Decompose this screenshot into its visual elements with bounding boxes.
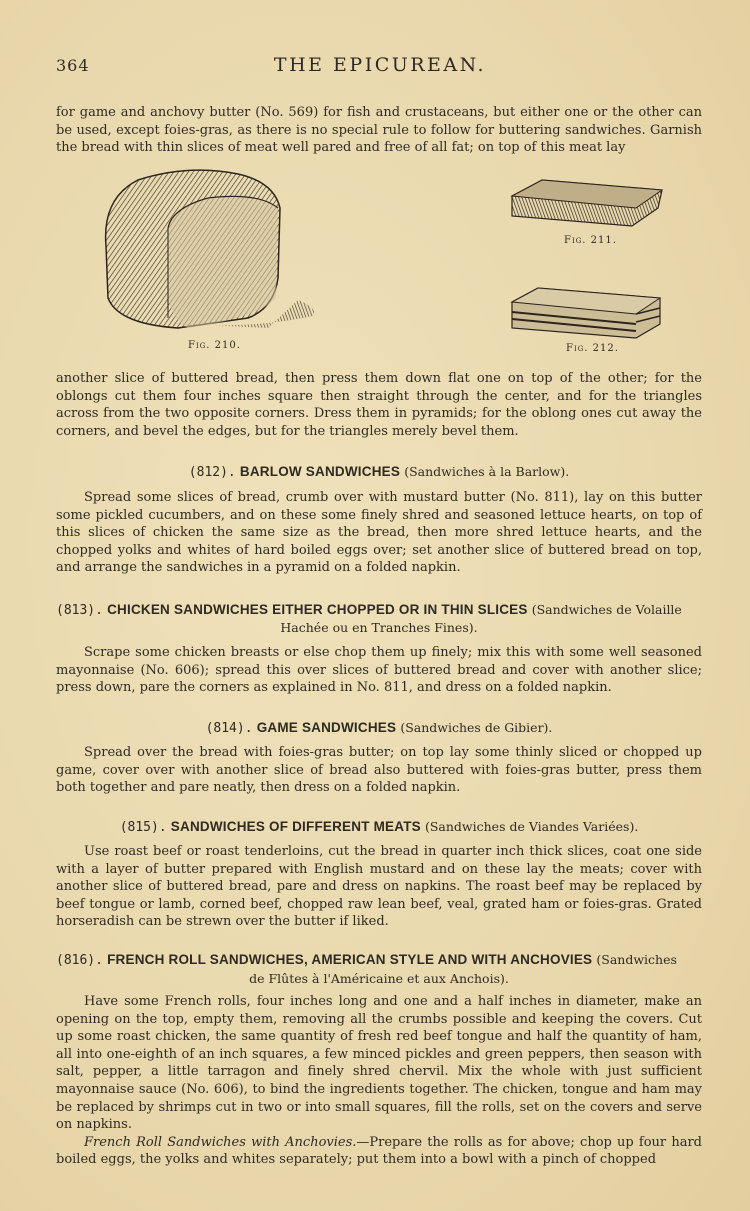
- layered-sandwich-illustration: [508, 286, 664, 340]
- section-815-body: [56, 843, 702, 931]
- subsection-title: French Roll Sandwiches with Anchovies.: [84, 1134, 357, 1150]
- after-figures-paragraph: [56, 370, 702, 440]
- section-french-title-cont: Hachée ou en Tranches Fines).: [280, 620, 478, 635]
- section-813-heading: [56, 601, 702, 620]
- section-814-body: [56, 744, 702, 797]
- subsection-paragraph: [56, 1134, 702, 1169]
- section-title: GAME SANDWICHES: [256, 720, 397, 735]
- section-816-body: [56, 993, 702, 1169]
- section-french-title: (Sandwiches de Volaille: [531, 602, 682, 617]
- sandwich-slices-illustration: [508, 178, 664, 230]
- section-813-body: [56, 644, 702, 697]
- section-body-text: Have some French rolls, four inches long and one and a half inches in diameter, make an opening on the top, empty them, removing all the crumbs possible and keeping the covers. Cut up some roast chicken, the same quantity of fresh red beef tongue and half the quantity of ham, all into one-eighth of an inch squares, a few minced pickles and green peppers, then season with salt, pepper, a little tarragon and finely shred chervil. Mix the whole with just sufficient mayonnaise sauce (No. 606), to bind the ingredients together. The chicken, tongue and ham may be replaced by shrimps cut in two or into small squares, fill the rolls, set on the covers and serve on napkins.: [56, 994, 702, 1133]
- section-title: BARLOW SANDWICHES: [239, 464, 401, 479]
- section-number: (815).: [119, 820, 167, 835]
- section-french-title: (Sandwiches de Gibier).: [400, 720, 553, 735]
- after-figures-text: another slice of buttered bread, then press them down flat one on top of the other; for the oblongs cut them four inches square then straight through the center, and for the triangles across from the two opposite corners. Dress them in pyramids; for the oblong ones cut away the corners, and bevel the edges, but for the triangles merely bevel them.: [56, 371, 702, 439]
- section-body-text: Spread over the bread with foies-gras butter; on top lay some thinly sliced or chopped up game, cover over with another slice of bread also buttered with foies-gras butter, press them both together and pare neatly, then dress on a folded napkin.: [56, 745, 702, 796]
- section-812-heading: [56, 463, 702, 482]
- caption-fig-211: Fig. 211.: [564, 235, 617, 246]
- section-number: (812).: [188, 465, 236, 480]
- section-french-title: (Sandwiches: [596, 952, 677, 967]
- section-812-body: [56, 489, 702, 577]
- section-body-text: Spread some slices of bread, crumb over with mustard butter (No. 811), lay on this butter some pickled cucumbers, and on these some finely shred and seasoned lettuce hearts, on top of this slices of chicken the same size as the bread, then more shred lettuce hearts, and the chopped yolks and whites of hard boiled eggs over; set another slice of buttered bread on top, and arrange the sandwiches in a pyramid on a folded napkin.: [56, 490, 702, 576]
- section-title: FRENCH ROLL SANDWICHES, AMERICAN STYLE AND WITH ANCHOVIES: [107, 952, 593, 967]
- section-number: (816).: [56, 953, 103, 968]
- caption-fig-210: Fig. 210.: [188, 340, 241, 351]
- subsection-text: —Prepare the rolls as for above; chop up four hard boiled eggs, the yolks and whites separately; put them into a bowl with a pinch of chopped: [56, 1134, 702, 1168]
- section-body-text: Use roast beef or roast tenderloins, cut the bread in quarter inch thick slices, coat one side with a layer of butter prepared with English mustard and on these lay the meats; cover with another slice of buttered bread, pare and dress on napkins. The roast beef may be replaced by beef tongue or lamb, corned beef, chopped raw lean beef, veal, grated ham or foies-gras. Grated horseradish can be strewn over the butter if liked.: [56, 844, 702, 930]
- page-header: [56, 54, 704, 78]
- loaf-of-bread-illustration: [98, 168, 323, 338]
- page-number: 364: [56, 56, 90, 75]
- section-813-heading-line2: [56, 619, 702, 638]
- running-title: THE EPICUREAN.: [273, 54, 487, 76]
- caption-fig-212: Fig. 212.: [566, 343, 619, 354]
- section-french-title: (Sandwiches de Viandes Variées).: [424, 819, 639, 834]
- section-body-text: Scrape some chicken breasts or else chop them up finely; mix this with some well seasoned mayonnaise (No. 606); spread this over slices of buttered bread and cover with another slice; press down, pare the corners as explained in No. 811, and dress on a folded napkin.: [56, 645, 702, 696]
- intro-text: for game and anchovy butter (No. 569) for fish and crustaceans, but either one or the other can be used, except foies-gras, as there is no special rule to follow for buttering sandwiches. Garnish the bread with thin slices of meat well pared and free of all fat; on top of this meat lay: [56, 105, 702, 156]
- section-title: SANDWICHES OF DIFFERENT MEATS: [170, 819, 421, 834]
- intro-paragraph: [56, 104, 702, 157]
- section-number: (814).: [205, 721, 253, 736]
- section-815-heading: [56, 818, 702, 837]
- section-814-heading: [56, 719, 702, 738]
- section-number: (813).: [56, 603, 103, 618]
- section-816-heading: [56, 951, 702, 970]
- section-french-title: (Sandwiches à la Barlow).: [404, 464, 570, 479]
- section-french-title-cont: de Flûtes à l'Américaine et aux Anchois).: [249, 971, 509, 986]
- section-816-heading-line2: [56, 970, 702, 989]
- section-title: CHICKEN SANDWICHES EITHER CHOPPED OR IN THIN SLICES: [107, 602, 528, 617]
